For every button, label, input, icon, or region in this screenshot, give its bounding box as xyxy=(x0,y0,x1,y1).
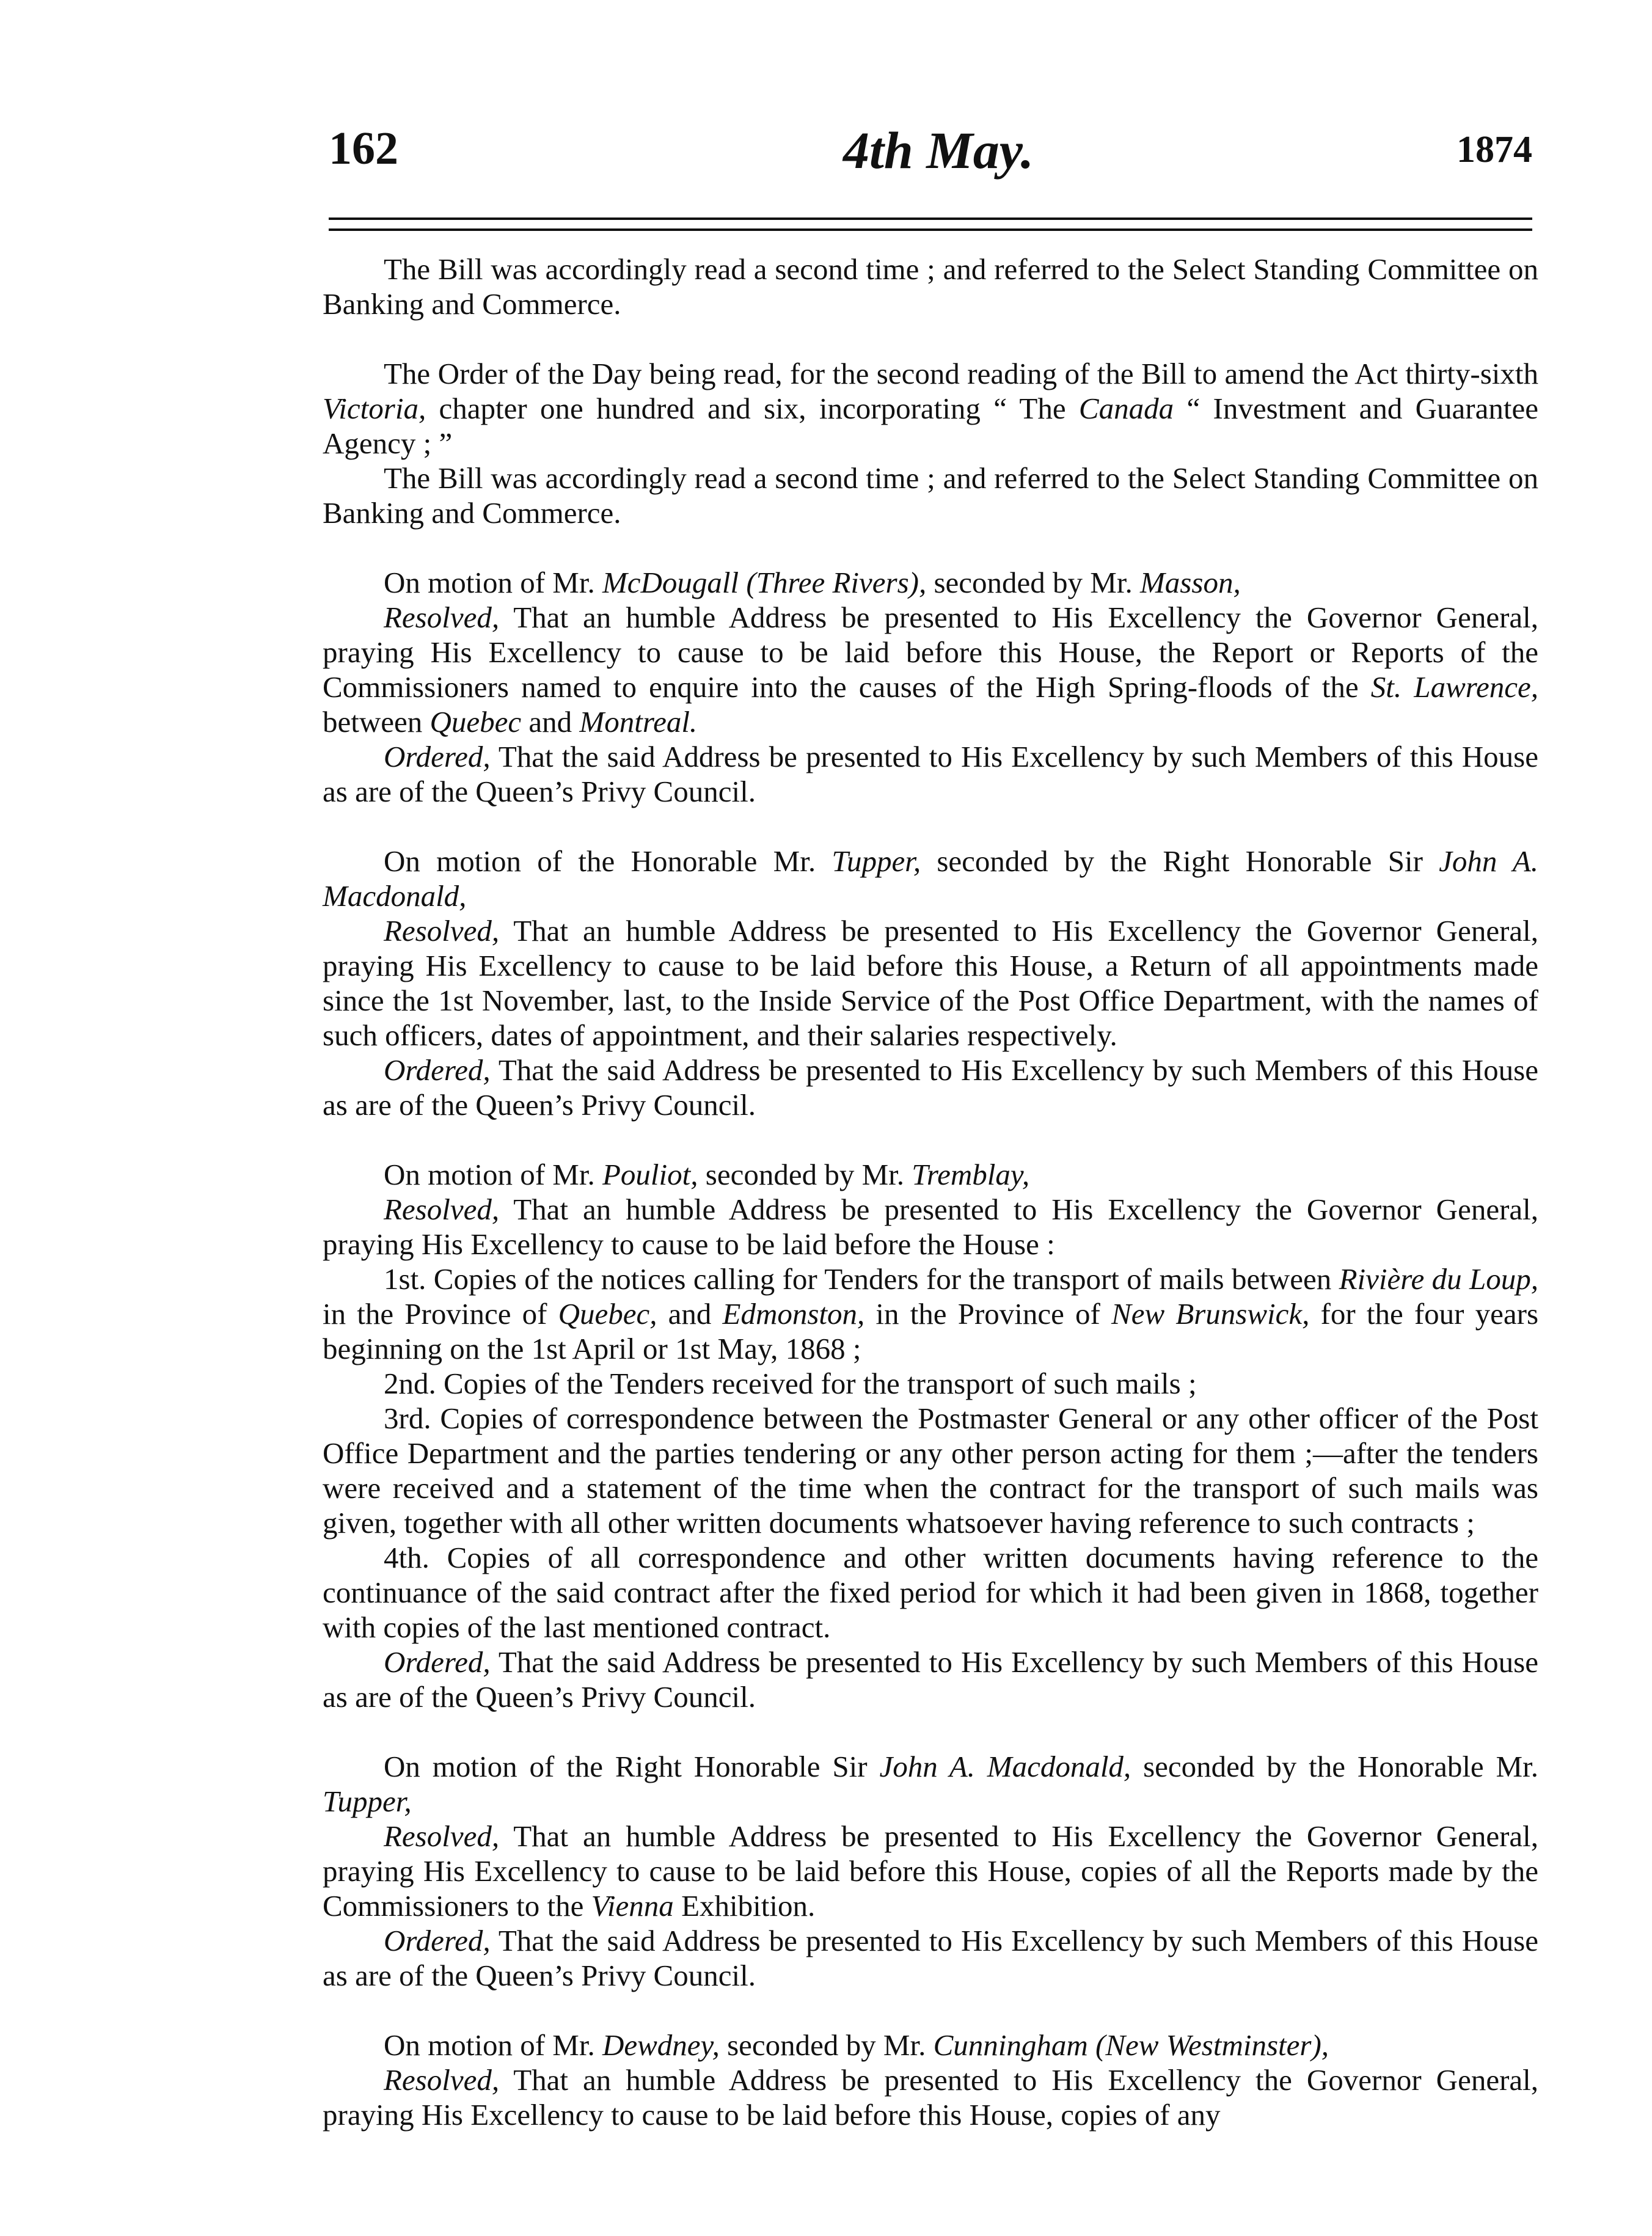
text-run: seconded by the Right Honorable Sir xyxy=(921,844,1439,878)
text-run: seconded by Mr. xyxy=(719,2028,934,2062)
italic-text-run: Resolved, xyxy=(384,2063,500,2097)
header-double-rule xyxy=(329,217,1532,231)
italic-text-run: Ordered, xyxy=(384,1924,491,1957)
text-run: 3rd. Copies of correspondence between the Postmaster General or any other officer of the Post Office Department and the parties tendering or any other person acting for them ;—after the tenders were received and a statement of the time when the contract for the transport of such mails was given, together with all other written documents whatsoever having reference to such contracts ; xyxy=(323,1401,1538,1540)
italic-text-run: Quebec, xyxy=(558,1297,657,1331)
paragraph-p3 xyxy=(323,461,1538,530)
text-run: On motion of the Honorable Mr. xyxy=(384,844,832,878)
text-run: On motion of Mr. xyxy=(384,1158,602,1191)
italic-text-run: Quebec xyxy=(429,705,522,739)
paragraph-p10 xyxy=(323,1157,1538,1192)
text-run: seconded by the Honorable Mr. xyxy=(1131,1750,1538,1783)
text-run: The Bill was accordingly read a second time ; and referred to the Select Standing Committee on Banking and Commerce. xyxy=(323,252,1538,321)
paragraph-p9 xyxy=(323,1053,1538,1122)
text-run: in the Province of xyxy=(864,1297,1112,1331)
text-run: chapter one hundred and six, incorporating “ The xyxy=(426,392,1079,425)
paragraph-p20 xyxy=(323,2028,1538,2062)
page-header xyxy=(329,122,1532,189)
page-date-heading: 4th May. xyxy=(843,121,1034,180)
text-run: That an humble Address be presented to His Excellency the Governor General, praying His Excellency to cause to be laid before this House, copies of all the Reports made by the Commissioners to the xyxy=(323,1819,1538,1923)
italic-text-run: Pouliot, xyxy=(602,1158,698,1191)
text-run: The Bill was accordingly read a second time ; and referred to the Select Standing Committee on Banking and Commerce. xyxy=(323,461,1538,530)
paragraph-p21 xyxy=(323,2062,1538,2132)
text-run: That an humble Address be presented to His Excellency the Governor General, praying His Excellency to cause to be laid before the House : xyxy=(323,1193,1538,1261)
italic-text-run: Tupper, xyxy=(323,1785,412,1818)
text-run: That an humble Address be presented to His Excellency the Governor General, praying His Excellency to cause to be laid before this House, the Report or Reports of the Commissioners named to enquire into the causes of the High Spring-floods of the xyxy=(323,601,1538,704)
paragraph-p17 xyxy=(323,1749,1538,1819)
text-run: “ Investment and Guarantee Agency ; ” xyxy=(323,392,1538,460)
paragraph-p16 xyxy=(323,1645,1538,1714)
paragraph-p15 xyxy=(323,1540,1538,1645)
paragraph-p11 xyxy=(323,1192,1538,1262)
text-run: That the said Address be presented to His Excellency by such Members of this House as are of the Queen’s Privy Council. xyxy=(323,1924,1538,1992)
paragraph-p5 xyxy=(323,600,1538,739)
italic-text-run: St. Lawrence, xyxy=(1370,670,1538,704)
text-run: That the said Address be presented to His Excellency by such Members of this House as are of the Queen’s Privy Council. xyxy=(323,1053,1538,1122)
italic-text-run: Montreal. xyxy=(579,705,698,739)
text-run: On motion of Mr. xyxy=(384,566,602,599)
paragraph-p4 xyxy=(323,565,1538,600)
italic-text-run: John A. Macdonald, xyxy=(323,844,1539,913)
page-number: 162 xyxy=(329,123,398,174)
italic-text-run: Tupper, xyxy=(831,844,921,878)
italic-text-run: Ordered, xyxy=(384,1053,491,1087)
text-run: seconded by Mr. xyxy=(926,566,1140,599)
text-run: That an humble Address be presented to His Excellency the Governor General, praying His Excellency to cause to be laid before this House, copies of any xyxy=(323,2063,1538,2132)
text-run: That the said Address be presented to His Excellency by such Members of this House as are of the Queen’s Privy Council. xyxy=(323,1645,1538,1714)
text-run: That an humble Address be presented to His Excellency the Governor General, praying His Excellency to cause to be laid before this House, a Return of all appointments made since the 1st November, last, to the Inside Service of the Post Office Department, with the names of such officers, dates of appointment, and their salaries respectively. xyxy=(323,914,1538,1052)
paragraph-p14 xyxy=(323,1401,1538,1540)
italic-text-run: McDougall (Three Rivers), xyxy=(602,566,927,599)
italic-text-run: Masson, xyxy=(1139,566,1241,599)
italic-text-run: Resolved, xyxy=(384,601,500,634)
italic-text-run: Vienna xyxy=(591,1889,674,1923)
italic-text-run: Rivière du Loup, xyxy=(1339,1262,1539,1296)
text-run: On motion of Mr. xyxy=(384,2028,602,2062)
text-run: between xyxy=(323,705,430,739)
text-run: seconded by Mr. xyxy=(698,1158,912,1191)
text-run: for the four years beginning on the 1st April or 1st May, 1868 ; xyxy=(323,1297,1539,1365)
text-run: 4th. Copies of all correspondence and other written documents having reference to the continuance of the said contract after the fixed period for which it had been given in 1868, together with copies of the last mentioned contract. xyxy=(323,1541,1538,1644)
text-run: 2nd. Copies of the Tenders received for the transport of such mails ; xyxy=(384,1367,1197,1400)
paragraph-p12 xyxy=(323,1262,1538,1366)
text-run: The Order of the Day being read, for the second reading of the Bill to amend the Act thirty-sixth xyxy=(384,357,1538,390)
italic-text-run: Ordered, xyxy=(384,740,491,773)
italic-text-run: Ordered, xyxy=(384,1645,491,1679)
italic-text-run: Resolved, xyxy=(384,1819,500,1853)
italic-text-run: Edmonston, xyxy=(722,1297,865,1331)
text-run: That the said Address be presented to His Excellency by such Members of this House as are of the Queen’s Privy Council. xyxy=(323,740,1538,808)
italic-text-run: Tremblay, xyxy=(912,1158,1030,1191)
italic-text-run: Resolved, xyxy=(384,1193,500,1226)
text-run: Exhibition. xyxy=(673,1889,816,1923)
paragraph-p8 xyxy=(323,913,1538,1053)
journal-body-text xyxy=(323,252,1538,2132)
italic-text-run: Canada xyxy=(1078,392,1174,425)
paragraph-p1 xyxy=(323,252,1538,321)
paragraph-p2 xyxy=(323,356,1538,461)
text-run: 1st. Copies of the notices calling for Tenders for the transport of mails between xyxy=(384,1262,1339,1296)
italic-text-run: Resolved, xyxy=(384,914,500,948)
paragraph-p6 xyxy=(323,739,1538,809)
paragraph-p13 xyxy=(323,1366,1538,1401)
text-run: On motion of the Right Honorable Sir xyxy=(384,1750,880,1783)
italic-text-run: John A. Macdonald, xyxy=(879,1750,1131,1783)
paragraph-p18 xyxy=(323,1819,1538,1923)
italic-text-run: Cunningham (New Westminster), xyxy=(933,2028,1329,2062)
paragraph-p19 xyxy=(323,1923,1538,1993)
text-run: and xyxy=(521,705,580,739)
page-year: 1874 xyxy=(1456,129,1532,170)
text-run: and xyxy=(657,1297,723,1331)
text-run: in the Province of xyxy=(323,1297,558,1331)
italic-text-run: Victoria, xyxy=(323,392,426,425)
paragraph-p7 xyxy=(323,844,1538,913)
italic-text-run: Dewdney, xyxy=(602,2028,720,2062)
italic-text-run: New Brunswick, xyxy=(1111,1297,1310,1331)
